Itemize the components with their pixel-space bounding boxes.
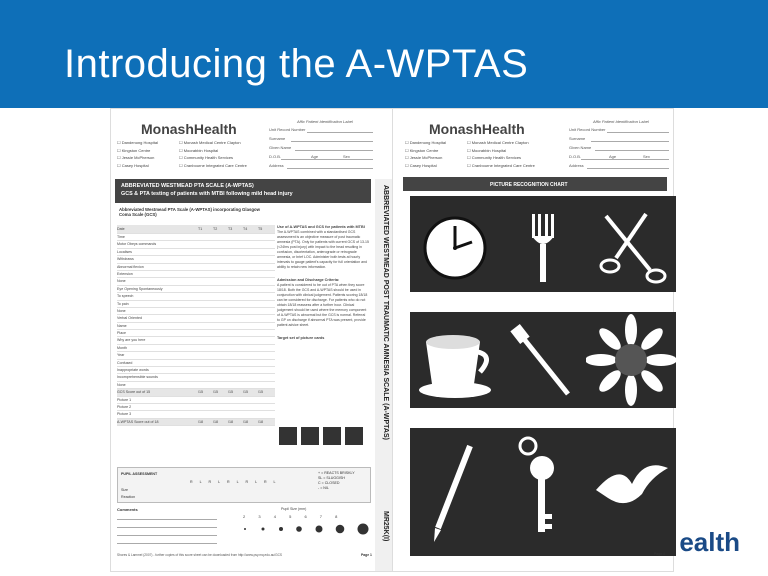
table-row: Inappropriate words [117,367,275,374]
pupil-assessment [117,467,371,503]
table-row: GCS Score out of 15 /15 /15 /15 /15 /15 [117,389,275,396]
criteria-title: Admission and Discharge Criteria: [277,278,340,282]
bird-icon [586,428,676,556]
pen-icon [410,428,500,556]
field-sex: Sex [343,154,350,159]
clock-icon [410,196,500,292]
target-card-clock [279,427,297,445]
picture-keys [498,428,588,556]
field-urn-2: Unit Record Number [569,127,606,132]
table-row: To pain [117,301,275,308]
picture-cup [410,312,500,408]
picture-chart-title: PICTURE RECOGNITION CHART [490,182,568,188]
field-address-2: Address [569,163,584,168]
pupil-size-dots [239,521,371,537]
form-heading-1: ABBREVIATED WESTMEAD PTA SCALE (A-WPTAS) [121,183,254,189]
table-row: Time [117,234,275,241]
field-dob: D.O.B. [269,154,282,159]
picture-pen [410,428,500,556]
table-row: Withdraws [117,256,275,263]
field-surname: Surname [269,136,286,141]
form-footer: Shores & Lammel (2007) - further copies of this score sheet can be downloaded from http://www.psy.mq.edu.au/GCS [117,553,283,557]
scissors-icon [586,196,676,292]
target-card-bird [323,427,341,445]
picture-bird [586,428,676,556]
pupil-size-label: Pupil Size (mm) [281,507,307,511]
table-row: Picture 3 [117,411,275,418]
table-row: Year [117,352,275,359]
form-code: MR25K(I) [382,511,389,542]
pupil-key: + = REACTS BRISKLY SL = SLUGGISH C = CLOSED - = NIL [318,471,355,490]
pupil-row-reaction: Reaction [121,495,136,499]
target-card-keys [301,427,319,445]
table-row: Incomprehensible sounds [117,374,275,381]
field-given-name: Given Name [269,145,292,150]
picture-toothbrush [498,312,588,408]
table-row: None [117,278,275,285]
field-urn: Unit Record Number [269,127,306,132]
notes-text: The A-WPTAS combined with a standardised GCS assessment is an objective measure of post traumatic amnesia (PTA). Only for patients with current GCS of 13-15 (<24hrs post injury) with impact to the head resulting in confusion, disorientation, anterograde or retrograde amnesia, or brief LOC. Administer both tests at hourly intervals to gauge patient's capacity for full orientation and ability to retain new information. [277,230,369,269]
monash-health-logo: MonashHealth [141,121,237,137]
hospital-list-col2: ☐ Monash Medical Centre Clayton ☐ Moorabbin Hospital ☐ Community Health Services ☐ Cranbourne Integrated Care Centre [179,140,247,168]
field-age-2: Age [609,154,617,159]
field-age: Age [311,154,319,159]
field-surname-2: Surname [569,136,586,141]
table-row: Picture 1 [117,397,275,404]
flower-icon [586,312,676,408]
field-address: Address [269,163,284,168]
pupil-size-numbers: 2 3 4 5 6 7 8 [243,514,338,519]
table-row: Abnormal flexion [117,264,275,271]
form-side-title: ABBREVIATED WESTMEAD POST TRAUMATIC AMNESIA SCALE (A-WPTAS) [382,185,389,440]
table-row: None [117,308,275,315]
table-row: Name [117,323,275,330]
pupil-row-size: Size [121,488,128,492]
picture-scissors [586,196,676,292]
table-row: Motor Obeys commands [117,241,275,248]
table-row: Localises [117,249,275,256]
monash-health-logo-2: MonashHealth [429,121,525,137]
picture-clock [410,196,500,292]
table-row: A-WPTAS Score out of 18 /18 /18 /18 /18 /18 [117,419,275,426]
target-cards-label: Target set of picture cards [277,336,325,340]
awptas-score-sheet [110,108,394,572]
field-sex-2: Sex [643,154,650,159]
gcs-table [117,225,275,426]
cup-icon [410,312,500,408]
comments-label: Comments [117,507,138,512]
table-row: None [117,382,275,389]
field-dob-2: D.O.B. [569,154,582,159]
notes-title: Use of A-WPTAS and GCS for patients with MTBI [277,225,365,229]
table-row: Why are you here [117,337,275,344]
table-row: Place [117,330,275,337]
target-card-bird-2 [345,427,363,445]
form-side-title-strip [375,179,393,571]
fork-icon [498,196,588,292]
criteria-text: A patient is considered to be out of PTA when they score 18/18. Both the GCS and A-WPTAS should be used in conjunction with clinical judgement. Patients scoring 18/18 can be considered for discharge. For patients who do not obtain 18/18 reassess after a further hour. Clinical judgement should be used where the memory component of A-WPTAS is abnormal but the GCS is normal. Referral to GP on discharge if abnormal PTA was present, provide patient advice sheet. [277,283,368,327]
pupil-label: PUPIL ASSESSMENT [121,472,158,476]
table-row: To speech [117,293,275,300]
picture-fork [498,196,588,292]
table-row: Eye Opening Spontaneously [117,286,275,293]
affix-label: Affix Patient Identification Label [297,119,353,124]
affix-label-2: Affix Patient Identification Label [593,119,649,124]
form-heading-bar [115,179,371,203]
hospital-list-col1: ☐ Dandenong Hospital ☐ Kingston Centre ☐ Jessie McPherson ☐ Casey Hospital [117,140,158,168]
table-header: Date T1 T2 T3 T4 T5 [117,225,275,234]
table-row: Confused [117,360,275,367]
table-row: Month [117,345,275,352]
toothbrush-icon [498,312,588,408]
page-number-1: Page 1 [361,553,372,557]
monash-health-footer-logo: ealth [679,527,740,557]
table-row: Verbal Oriented [117,315,275,322]
hospital-list-col2-2: ☐ Monash Medical Centre Clayton ☐ Moorabbin Hospital ☐ Community Health Services ☐ Cranbourne Integrated Care Centre [467,140,535,168]
form-heading-2: GCS & PTA testing of patients with MTBI following mild head injury [121,191,293,197]
pupil-sides: R L R L R L R L R L [190,480,276,484]
field-given-name-2: Given Name [569,145,592,150]
page-number-4: Page 4 [654,552,665,556]
table-row: Picture 2 [117,404,275,411]
hospital-list-col1-2: ☐ Dandenong Hospital ☐ Kingston Centre ☐ Jessie McPherson ☐ Casey Hospital [405,140,446,168]
table-row: Extension [117,271,275,278]
form-subheading: Abbreviated Westmead PTA Scale (A-WPTAS) incorporating Glasgow Coma Scale (GCS) [119,207,260,217]
slide-title: Introducing the A-WPTAS [64,42,529,86]
keys-icon [498,428,588,556]
usage-notes [277,225,369,341]
picture-flower [586,312,676,408]
